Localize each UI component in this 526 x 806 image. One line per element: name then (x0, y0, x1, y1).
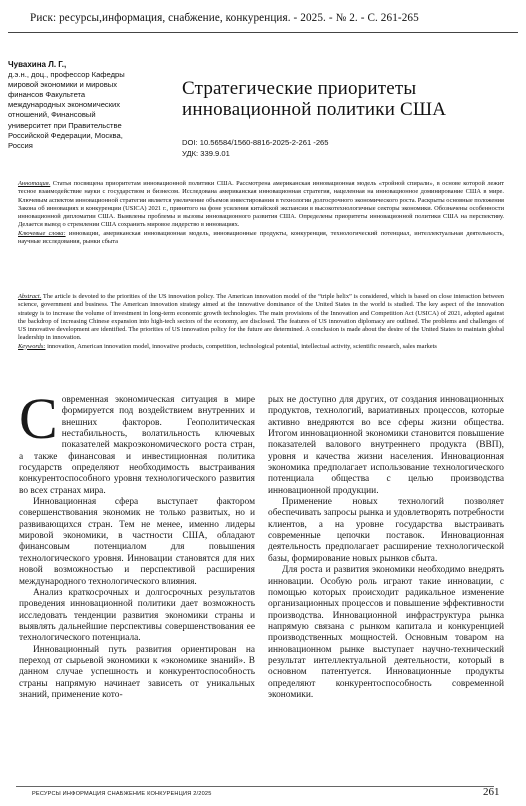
author-name: Чувахина Л. Г., (8, 60, 67, 69)
body-paragraph: Для роста и развития экономики необходимо внедрять инновации. Особую роль играют такие инновации, с помощью которых происходит радикальное изменение организационных процессов и повышение эффективности производства. Инновационной инфраструктура рынка напрямую связана с рынком капитала и конкуренцией производственных мощностей. Основным товаром на инновационном рынке выступает научно-технический результат интеллектуальной деятельности, который в основном патентуется. Инновационные продукты определяют конкурентоспособность современной экономики. (268, 565, 504, 700)
page-number: 261 (483, 786, 500, 798)
author-affiliation-line: Российской Федерации, Москва, (8, 130, 123, 140)
author-block (8, 60, 163, 151)
drop-cap: С (19, 386, 58, 451)
body-paragraph: рых не доступно для других, от создания инновационных продуктов, технологий, вариативных процессов, которые активно внедряются во все сферы жизни общества. Итогом инновационной экономики становится повышение показателей валового внутреннего продукта (ВВП), уровня и качества жизни населения. Инновационная экономика предполагает использование технологического потенциала общества с целью производства инновационной продукции. (268, 395, 504, 496)
english-abstract (18, 293, 504, 351)
keywords-text: innovation, American innovation model, innovative products, competition, technological potential, intellectual activity, scientific research, sales markets (45, 342, 437, 350)
abstract-label: Аннотация. (18, 180, 51, 187)
title-line: инновационной политики США (182, 99, 447, 120)
body-paragraph: Инновационный путь развития ориентирован на переход от сырьевой экономики к «экономике знаний». В данном случае успешность и конкурентоспособность страны напрямую начинает зависеть от уникальных знаний, применение кото- (19, 644, 255, 700)
author-affiliation-line: отношений, Финансовый (8, 110, 96, 120)
footer-divider (16, 786, 494, 787)
paragraph-text: овременная экономическая ситуация в мире формируется под воздействием внутренних и внешних факторов. Геополитическая нестабильность, волатильность ключевых показателей макроэкономического роста стран, а также финансовая и инвестиционная политика государств определяют необходимость выстраивания конкурентоспособного уровня технологического развития во всех странах мира. (19, 395, 255, 496)
footer-journal-name: РЕСУРСЫ ИНФОРМАЦИЯ СНАБЖЕНИЕ КОНКУРЕНЦИЯ 2/2025 (32, 791, 212, 797)
keywords-label: Keywords: (18, 342, 46, 350)
keywords-text: инновации, американская инновационная модель, инновационные продукты, конкуренция, технологический потенциал, интеллектуальная деятельность, научные исследования, рынки сбыта (18, 229, 504, 245)
title-line: Стратегические приоритеты (182, 78, 417, 99)
article-title (182, 78, 502, 120)
keywords-label: Ключевые слова: (18, 229, 66, 237)
abstract-text: The article is devoted to the priorities of the US innovation policy. The American innovation model of the “triple helix” is considered, which is based on close interaction between science, government and business. The American innovation strategy aimed at the innovative dominance of the United States in the world is studied. The key aspect of the innovation strategy is to increase the volume of investment in long-term economic growth technologies. The main provisions of the Innovation and Competition Act (USICA) of 2021, adopted against the backdrop of increasing Chinese expansion into high-tech sectors of the economy, are disclosed. The features of US innovation diplomacy are outlined. The problems and challenges of US innovative development are identified. The priorities of US innovation policy for the future are determined. A conclusion is made about the desire of the United States to maintain global leadership in innovation. (18, 293, 504, 342)
doi-block (182, 138, 502, 159)
body-paragraph: Применение новых технологий позволяет обеспечивать запросы рынка и удовлетворять потребности клиентов, а на уровне государства выстраивать современные цепочки поставок. Инновационная деятельность предполагает расширение технологической базы, формирование новых рынков сбыта. (268, 497, 504, 564)
author-affiliation-line: университет при Правительстве (8, 120, 122, 130)
body-paragraph: Анализ краткосрочных и долгосрочных результатов проведения инновационной политики дает возможность исследовать тенденции развития экономики страны и выявлять дальнейшие перспективы совершенствования ее технологического потенциала. (19, 587, 255, 644)
abstract-text: Статья посвящена приоритетам инновационной политики США. Рассмотрена американская инновационная модель «тройной спирали», в основе которой лежит тесное взаимодействие науки с государством и бизнесом. Исследована американская инновационная стратегия, нацеленная на инновационное доминирование США в мире. Ключевым аспектом инновационной стратегии является увеличение объемов инвестирования в технологии долгосрочного экономического роста. Раскрыты основные положения Закона об инновациях и конкуренции (USICA) 2021 г., принятого на фоне усиления китайской экспансии в высокотехнологичные секторы экономики. Обозначены особенности инновационной дипломатии США. Выявлены проблемы и вызовы инновационного развития США. Определены приоритеты инновационной политики США на перспективу. Делается вывод о стремлении США сохранить мировое лидерство в инновациях. (18, 180, 504, 229)
author-affiliation-line: мировой экономики и мировых (8, 80, 118, 90)
author-affiliation-line: Россия (8, 140, 33, 150)
udc: УДК: 339.9.01 (182, 148, 230, 158)
running-head: Риск: ресурсы,информация, снабжение, конкуренция. - 2025. - № 2. - С. 261-265 (30, 12, 419, 24)
author-affiliation-line: финансов Факультета (8, 90, 86, 100)
author-affiliation-line: д.э.н., доц., профессор Кафедры (8, 70, 125, 80)
body-column-left (19, 386, 255, 701)
body-column-right (268, 395, 504, 701)
title-block (182, 78, 502, 159)
body-paragraph (19, 386, 255, 497)
author-affiliation-line: международных экономических (8, 100, 121, 110)
doi: DOI: 10.56584/1560-8816-2025-2-261 -265 (182, 138, 329, 147)
body-paragraph: Инновационная сфера выступает фактором совершенствования экономик не только развитых, но и развивающихся стран. Тем не менее, именно лидеры мировой экономики, в частности США, обладают финансовым потенциалом для повышения технологического уровня. Инновации становятся для них новой возможностью и перспективой расширения международного технологического влияния. (19, 497, 255, 587)
russian-abstract (18, 180, 504, 246)
header-divider (8, 32, 518, 33)
abstract-label: Abstract. (18, 293, 42, 300)
